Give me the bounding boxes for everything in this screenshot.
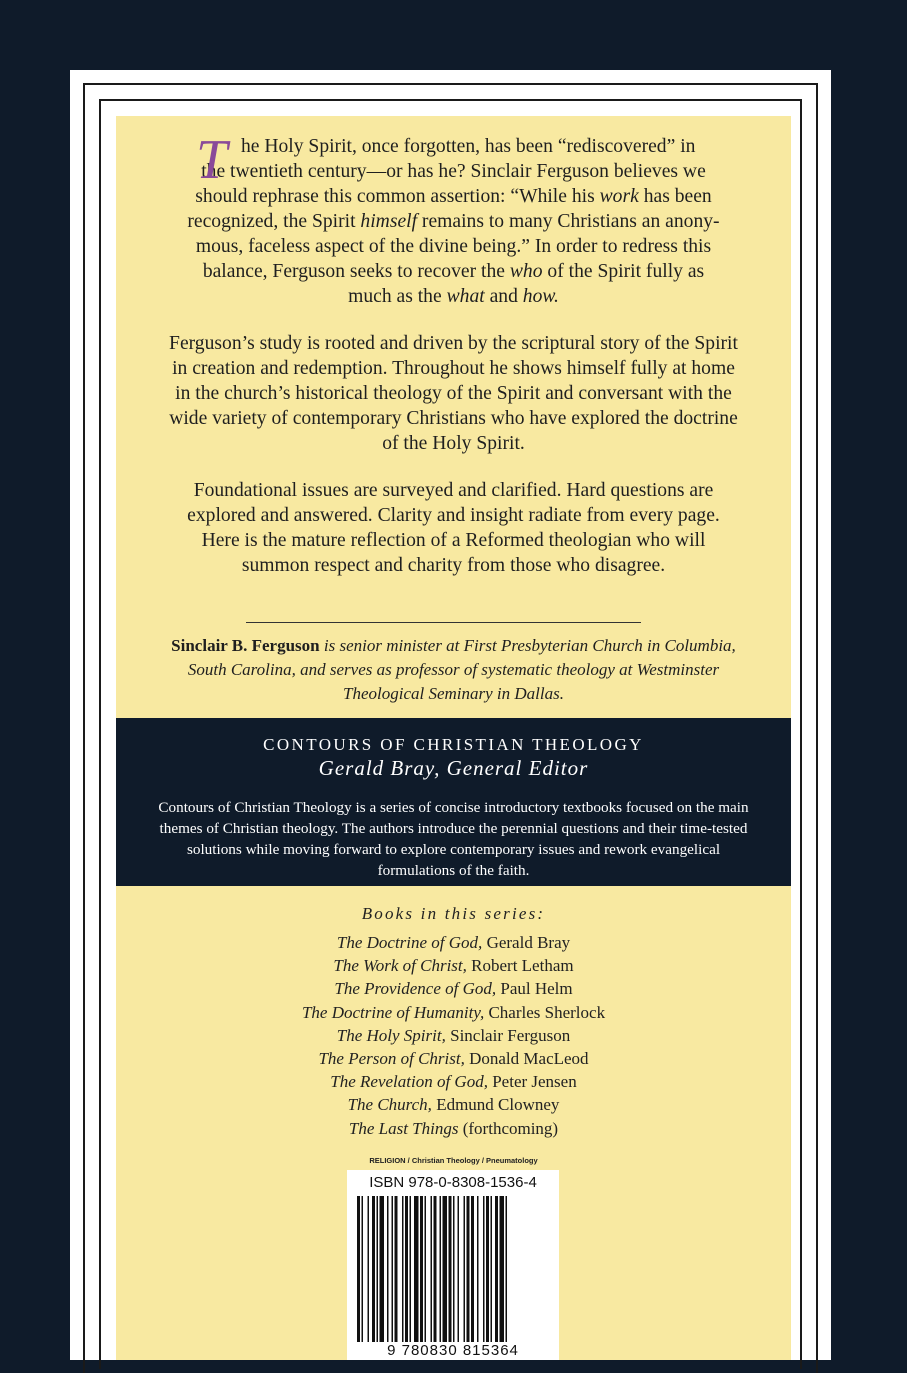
back-cover-panel <box>116 116 791 1360</box>
isbn-text: ISBN 978-0-8308-1536-4 <box>369 1174 537 1191</box>
category-label: RELIGION / Christian Theology / Pneumatology <box>369 1156 538 1165</box>
list-item: The Work of Christ, Robert Letham <box>333 956 574 976</box>
series-description: Contours of Christian Theology is a series of concise introductory textbooks focused on the main themes of Christian theology. The authors introduce the perennial questions and their time-tested solutions while moving forward to explore contemporary issues and rework evangelical formulations of the faith. <box>158 799 749 879</box>
drop-cap: T <box>196 129 228 191</box>
divider-line <box>246 622 641 623</box>
list-item: The Doctrine of God, Gerald Bray <box>336 933 571 952</box>
list-item: The Last Things (forthcoming) <box>348 1118 559 1138</box>
intro-paragraph-3: Foundational issues are surveyed and clarified. Hard questions are explored and answered. Clarity and insight radiate from every page. Here is the mature reflection of a Reformed theologian who will summon respect and charity from those who disagree. <box>187 480 720 576</box>
intro-paragraph-1: T he Holy Spirit, once forgotten, has been “rediscovered” in the twentieth century—or has he? Sinclair Ferguson believes we should rephrase this common assertion: “While his work has been recognized, the Spirit himself remains to many Christians an anony- mous, faceless aspect of the divine being.” In order to redress this balance, Ferguson seeks to recover the who of the Spirit fully as much as the what and how. <box>187 129 720 307</box>
barcode-digits: 9 780830 815364 <box>387 1342 519 1359</box>
barcode-icon <box>355 1196 551 1342</box>
barcode-box <box>347 1170 559 1360</box>
series-editor: Gerald Bray, General Editor <box>318 756 589 780</box>
series-band <box>116 718 791 886</box>
series-title: CONTOURS OF CHRISTIAN THEOLOGY <box>263 735 644 754</box>
intro-text <box>116 129 791 600</box>
list-item: The Holy Spirit, Sinclair Ferguson <box>336 1025 571 1045</box>
list-item: The Person of Christ, Donald MacLeod <box>318 1049 589 1069</box>
author-name: Sinclair B. Ferguson <box>171 636 320 655</box>
list-item: The Church, Edmund Clowney <box>347 1095 560 1115</box>
books-heading: Books in this series: <box>361 904 546 923</box>
author-bio <box>116 634 791 706</box>
author-bio-text: is senior minister at First Presbyterian Church in Columbia, South Carolina, and serves as professor of systematic theology at Westminster Theological Seminary in Dallas. <box>187 636 736 703</box>
list-item: The Revelation of God, Peter Jensen <box>330 1072 577 1092</box>
books-list <box>116 931 791 1140</box>
intro-paragraph-2: Ferguson’s study is rooted and driven by the scriptural story of the Spirit in creation and redemption. Throughout he shows himself fully at home in the church’s historical theology of the Spirit and conversant with the wide variety of contemporary Christians who have explored the doctrine of the Holy Spirit. <box>169 333 738 454</box>
list-item: The Providence of God, Paul Helm <box>334 979 573 999</box>
list-item: The Doctrine of Humanity, Charles Sherlock <box>301 1002 606 1022</box>
